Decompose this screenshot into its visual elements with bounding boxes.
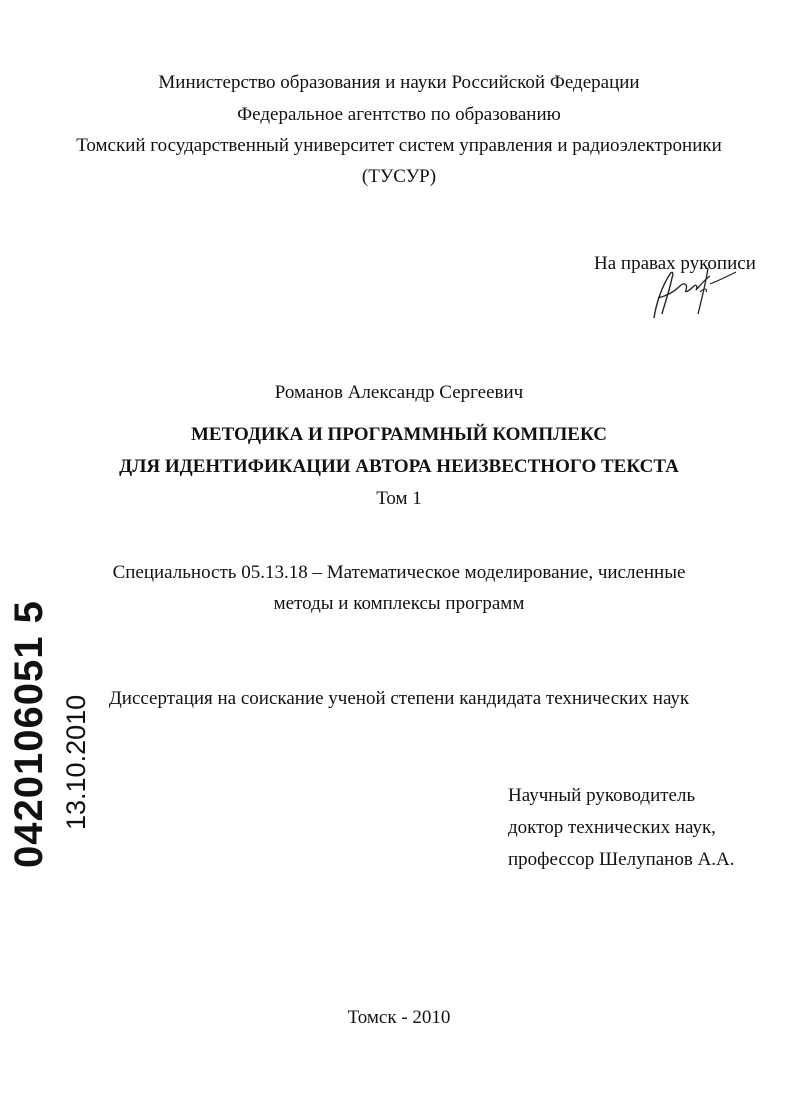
advisor-degree: доктор технических наук, <box>508 817 716 838</box>
specialty-line-1: Специальность 05.13.18 – Математическое моделирование, численные <box>112 562 686 583</box>
stamp-date: 13.10.2010 <box>61 694 91 830</box>
signature-icon <box>640 262 740 324</box>
advisor-role: Научный руководитель <box>508 785 696 806</box>
agency-line: Федеральное агентство по образованию <box>237 104 561 125</box>
degree-line: Диссертация на соискание ученой степени кандидата технических наук <box>108 688 690 709</box>
manuscript-note: На правах рукописи <box>594 253 756 274</box>
author-name: Романов Александр Сергеевич <box>274 382 524 403</box>
title-line-1: МЕТОДИКА И ПРОГРАММНЫЙ КОМПЛЕКС <box>190 424 607 445</box>
advisor-name: профессор Шелупанов А.А. <box>508 849 735 870</box>
specialty-line-2: методы и комплексы программ <box>273 593 525 614</box>
university-line: Томский государственный университет систем управления и радиоэлектроники <box>76 135 722 156</box>
title-line-2: ДЛЯ ИДЕНТИФИКАЦИИ АВТОРА НЕИЗВЕСТНОГО ТЕКСТА <box>119 456 679 477</box>
university-abbreviation: (ТУСУР) <box>361 166 437 187</box>
stamp-code: 0420106051 5 <box>7 600 51 868</box>
ministry-line: Министерство образования и науки Российской Федерации <box>158 72 640 93</box>
place-year: Томск - 2010 <box>347 1007 451 1028</box>
volume-label: Том 1 <box>376 488 422 509</box>
